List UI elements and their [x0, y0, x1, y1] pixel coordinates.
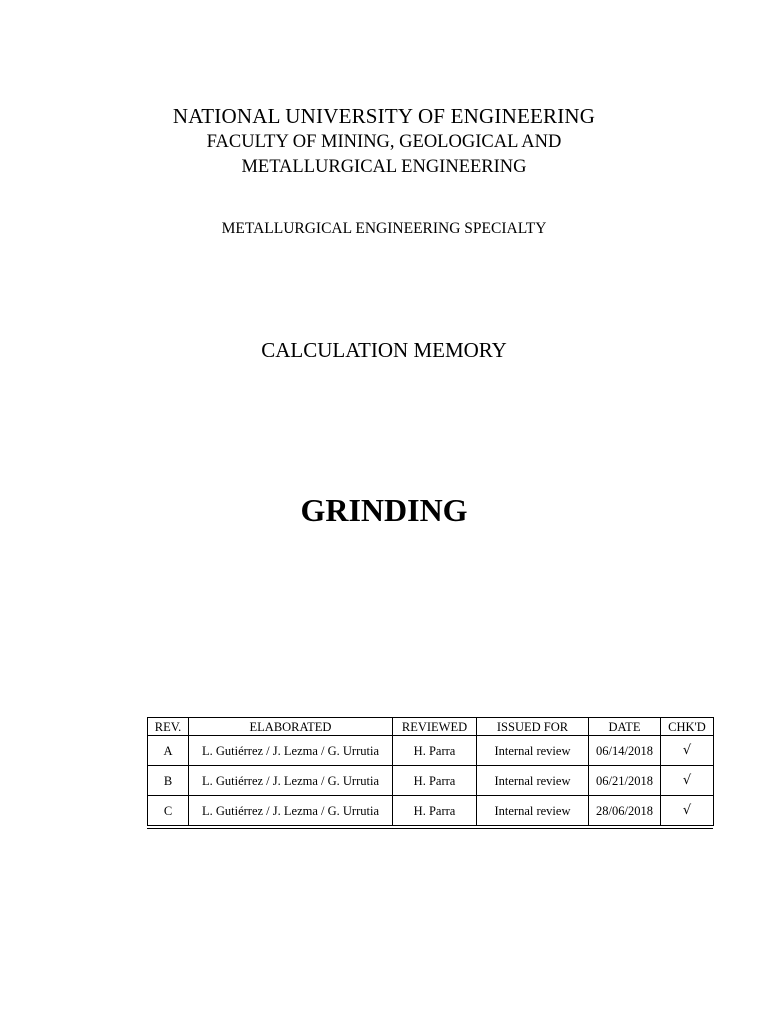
revision-table-wrapper [147, 717, 713, 829]
faculty-name-line-2: METALLURGICAL ENGINEERING [241, 157, 527, 177]
column-header-reviewed: REVIEWED [393, 718, 477, 736]
check-mark-icon: √ [661, 766, 714, 796]
column-header-elaborated: ELABORATED [189, 718, 393, 736]
column-header-rev: REV. [148, 718, 189, 736]
cell-rev: A [148, 736, 189, 766]
document-type: CALCULATION MEMORY [261, 338, 507, 362]
cell-issued-for: Internal review [477, 766, 589, 796]
university-name: NATIONAL UNIVERSITY OF ENGINEERING [172, 104, 596, 128]
cell-issued-for: Internal review [477, 796, 589, 826]
cell-reviewed: H. Parra [393, 736, 477, 766]
cell-elaborated: L. Gutiérrez / J. Lezma / G. Urrutia [189, 736, 393, 766]
check-mark-icon: √ [661, 736, 714, 766]
column-header-issued-for: ISSUED FOR [477, 718, 589, 736]
cell-issued-for: Internal review [477, 736, 589, 766]
check-mark-icon: √ [661, 796, 714, 826]
document-subject: GRINDING [300, 492, 468, 528]
cell-elaborated: L. Gutiérrez / J. Lezma / G. Urrutia [189, 796, 393, 826]
table-row [148, 766, 714, 796]
column-header-checked: CHK'D [661, 718, 714, 736]
column-header-date: DATE [589, 718, 661, 736]
cell-rev: B [148, 766, 189, 796]
cell-reviewed: H. Parra [393, 796, 477, 826]
table-row [148, 736, 714, 766]
table-header-row [148, 718, 714, 736]
revision-table [147, 717, 714, 826]
cell-date: 06/21/2018 [589, 766, 661, 796]
cell-rev: C [148, 796, 189, 826]
specialty-name: METALLURGICAL ENGINEERING SPECIALTY [221, 220, 547, 237]
faculty-name-line-1: FACULTY OF MINING, GEOLOGICAL AND [206, 132, 562, 152]
cell-elaborated: L. Gutiérrez / J. Lezma / G. Urrutia [189, 766, 393, 796]
cell-date: 28/06/2018 [589, 796, 661, 826]
cell-date: 06/14/2018 [589, 736, 661, 766]
table-row [148, 796, 714, 826]
cell-reviewed: H. Parra [393, 766, 477, 796]
